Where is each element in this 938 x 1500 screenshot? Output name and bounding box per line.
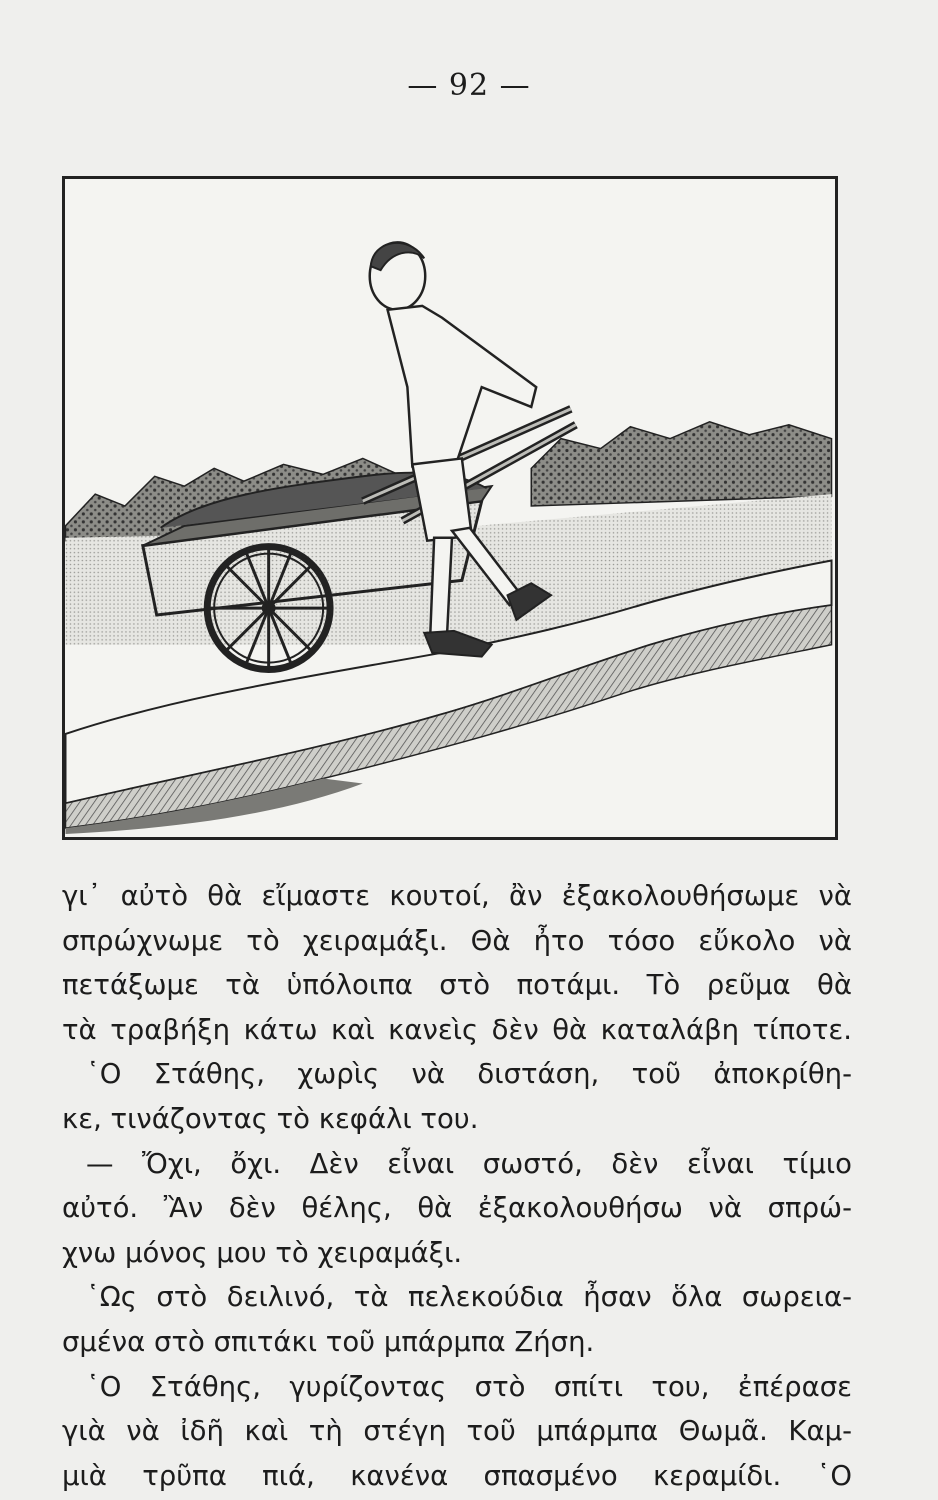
text-line: σπρώχνωμε τὸ χειραμάξι. Θὰ ἦτο τόσο εὔκολο νὰ (62, 924, 852, 957)
text-line: αὐτό. Ἂν δὲν θέλης, θὰ ἐξακολουθήσω νὰ σπρώ- (62, 1192, 852, 1225)
text-line: τὰ τραβήξη κάτω καὶ κανεὶς δὲν θὰ καταλάβη τίποτε. (62, 1013, 852, 1046)
page-number: — 92 — (407, 68, 531, 103)
text-line: — Ὄχι, ὄχι. Δὲν εἶναι σωστό, δὲν εἶναι τίμιο (86, 1147, 852, 1180)
text-line: χνω μόνος μου τὸ χειραμάξι. (62, 1236, 463, 1269)
text-line: ῾Ως στὸ δειλινό, τὰ πελεκούδια ἦσαν ὅλα σωρεια- (86, 1281, 852, 1314)
text-line: γιὰ νὰ ἰδῆ καὶ τὴ στέγη τοῦ μπάρμπα Θωμᾶ. Καμ- (62, 1415, 852, 1448)
illustration-frame (62, 176, 838, 840)
text-line: ῾Ο Στάθης, χωρὶς νὰ διστάση, τοῦ ἀποκρίθη- (86, 1058, 852, 1091)
text-line: μιὰ τρῦπα πιά, κανένα σπασμένο κεραμίδι. ῾Ο (62, 1459, 852, 1492)
body-text (62, 874, 852, 1498)
text-line: σμένα στὸ σπιτάκι τοῦ μπάρμπα Ζήση. (62, 1325, 595, 1358)
text-line: πετάξωμε τὰ ὑπόλοιπα στὸ ποτάμι. Τὸ ρεῦμα θὰ (62, 969, 852, 1002)
text-line: γι᾽ αὐτὸ θὰ εἴμαστε κουτοί, ἂν ἐξακολουθήσωμε νὰ (62, 880, 852, 912)
text-line: κε, τινάζοντας τὸ κεφάλι του. (62, 1102, 479, 1135)
text-line: ῾Ο Στάθης, γυρίζοντας στὸ σπίτι του, ἐπέρασε (86, 1370, 852, 1403)
boy-pushing-wheelbarrow-illustration (65, 179, 835, 837)
